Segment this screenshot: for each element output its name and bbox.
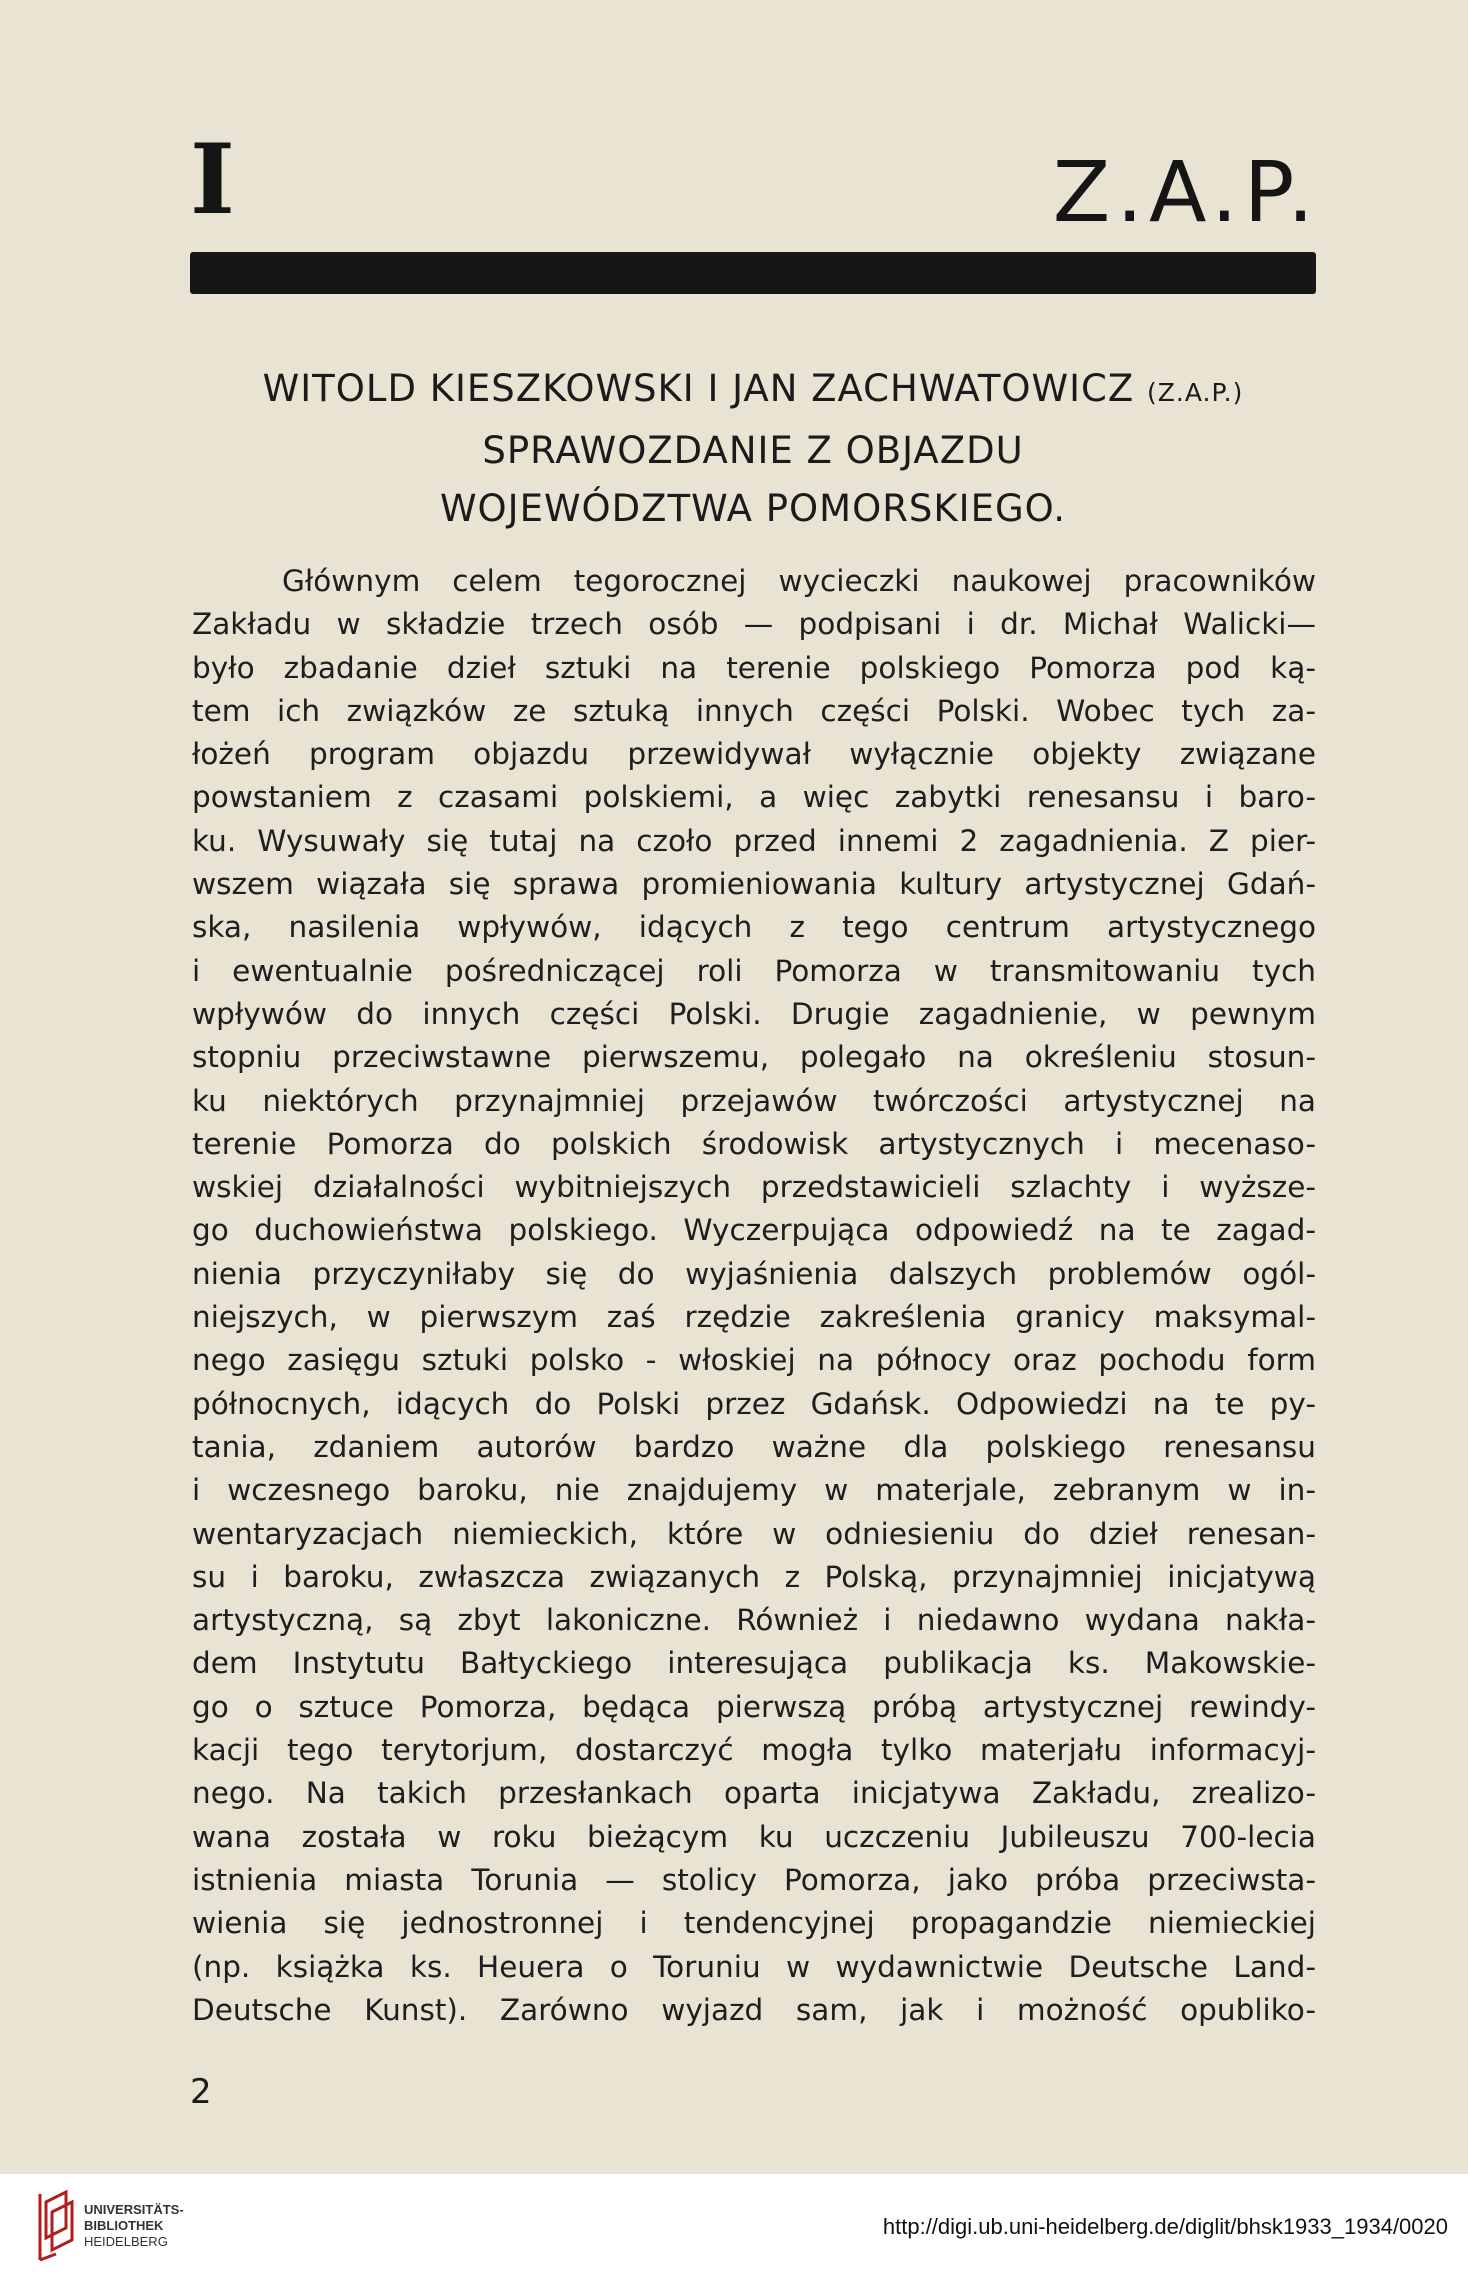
body-line: powstaniem z czasami polskiemi, a więc zabytki renesansu i baro- bbox=[192, 780, 1316, 815]
body-line: wpływów do innych części Polski. Drugie zagadnienie, w pewnym bbox=[192, 996, 1316, 1031]
body-line: ska, nasilenia wpływów, idących z tego centrum artystycznego bbox=[192, 910, 1316, 945]
body-line: tania, zdaniem autorów bardzo ważne dla polskiego renesansu bbox=[192, 1429, 1316, 1464]
body-line: dem Instytutu Bałtyckiego interesująca publikacja ks. Makowskie- bbox=[192, 1646, 1316, 1681]
article-title bbox=[190, 360, 1316, 538]
body-text bbox=[192, 560, 1316, 2032]
body-line: stopniu przeciwstawne pierwszemu, polegało na określeniu stosun- bbox=[192, 1040, 1316, 1075]
library-name bbox=[84, 2202, 184, 2250]
body-line: Deutsche Kunst). Zarówno wyjazd sam, jak i możność opubliko- bbox=[192, 1992, 1316, 2027]
body-line: wana została w roku bieżącym ku uczczeniu Jubileuszu 700-lecia bbox=[192, 1819, 1316, 1854]
title-institute-abbrev: (Z.A.P.) bbox=[1147, 378, 1244, 407]
body-line: wienia się jednostronnej i tendencyjnej propagandzie niemieckiej bbox=[192, 1906, 1316, 1941]
library-name-line-2: BIBLIOTHEK bbox=[84, 2218, 164, 2233]
title-line-2: SPRAWOZDANIE Z OBJAZDU bbox=[482, 429, 1024, 472]
source-url-link[interactable]: http://digi.ub.uni-heidelberg.de/diglit/bhsk1933_1934/0020 bbox=[882, 2214, 1448, 2239]
body-line: niejszych, w pierwszym zaś rzędzie zakreślenia granicy maksymal- bbox=[192, 1300, 1316, 1335]
title-line-3: WOJEWÓDZTWA POMORSKIEGO. bbox=[439, 487, 1067, 530]
title-authors: WITOLD KIESZKOWSKI I JAN ZACHWATOWICZ bbox=[262, 367, 1135, 410]
section-mark: Z.A.P. bbox=[1052, 143, 1320, 241]
body-line: terenie Pomorza do polskich środowisk artystycznych i mecenaso- bbox=[192, 1126, 1316, 1161]
body-line: ku niektórych przynajmniej przejawów twórczości artystycznej na bbox=[192, 1083, 1316, 1118]
title-authors-line bbox=[190, 360, 1316, 422]
page-number: 2 bbox=[190, 2072, 212, 2112]
footer-bar bbox=[0, 2174, 1468, 2281]
body-line: ku. Wysuwały się tutaj na czoło przed innemi 2 zagadnienia. Z pier- bbox=[192, 823, 1316, 858]
library-name-line-1: UNIVERSITÄTS- bbox=[84, 2202, 184, 2217]
library-name-line-3: HEIDELBERG bbox=[84, 2234, 168, 2249]
body-line: łożeń program objazdu przewidywał wyłącznie objekty związane bbox=[192, 737, 1316, 772]
body-line: Głównym celem tegorocznej wycieczki naukowej pracowników bbox=[282, 564, 1316, 598]
body-line: tem ich związków ze sztuką innych części Polski. Wobec tych za- bbox=[192, 693, 1316, 728]
body-line: północnych, idących do Polski przez Gdańsk. Odpowiedzi na te py- bbox=[192, 1386, 1316, 1421]
body-line: istnienia miasta Torunia — stolicy Pomorza, jako próba przeciwsta- bbox=[192, 1862, 1316, 1897]
header-rule bbox=[190, 252, 1316, 294]
body-line: i ewentualnie pośredniczącej roli Pomorza w transmitowaniu tych bbox=[192, 953, 1316, 988]
body-line: wskiej działalności wybitniejszych przedstawicieli szlachty i wyższe- bbox=[192, 1170, 1316, 1205]
body-line: nego zasięgu sztuki polsko - włoskiej na północy oraz pochodu form bbox=[192, 1343, 1316, 1378]
body-line: su i baroku, zwłaszcza związanych z Polską, przynajmniej inicjatywą bbox=[192, 1559, 1316, 1594]
body-line: Zakładu w składzie trzech osób — podpisani i dr. Michał Walicki— bbox=[192, 607, 1316, 642]
body-line: go o sztuce Pomorza, będąca pierwszą próbą artystycznej rewindy- bbox=[192, 1689, 1316, 1724]
body-line: było zbadanie dzieł sztuki na terenie polskiego Pomorza pod ką- bbox=[192, 650, 1316, 685]
body-line: artystyczną, są zbyt lakoniczne. Również i niedawno wydana nakła- bbox=[192, 1603, 1316, 1638]
library-logo-icon bbox=[32, 2188, 80, 2268]
body-line: wszem wiązała się sprawa promieniowania kultury artystycznej Gdań- bbox=[192, 867, 1316, 902]
body-line: (np. książka ks. Heuera o Toruniu w wydawnictwie Deutsche Land- bbox=[192, 1949, 1316, 1984]
body-line: nienia przyczyniłaby się do wyjaśnienia dalszych problemów ogól- bbox=[192, 1256, 1316, 1291]
body-line: kacji tego terytorjum, dostarczyć mogła tylko materjału informacyj- bbox=[192, 1733, 1316, 1768]
body-line: wentaryzacjach niemieckich, które w odniesieniu do dzieł renesan- bbox=[192, 1516, 1316, 1551]
body-line: i wczesnego baroku, nie znajdujemy w materjale, zebranym w in- bbox=[192, 1473, 1316, 1508]
body-line: go duchowieństwa polskiego. Wyczerpująca odpowiedź na te zagad- bbox=[192, 1213, 1316, 1248]
section-numeral: I bbox=[190, 123, 235, 236]
body-line: nego. Na takich przesłankach oparta inicjatywa Zakładu, zrealizo- bbox=[192, 1776, 1316, 1811]
